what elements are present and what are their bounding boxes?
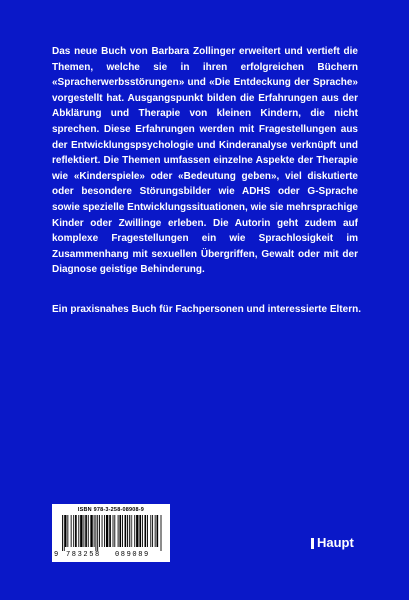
publisher-mark-icon bbox=[311, 538, 314, 549]
book-description: Das neue Buch von Barbara Zollinger erweitert und vertieft die Themen, welche sie in ihren erfolgreichen Büchern «Spracherwerbsstörungen» und «Die Entdeckung der Sprache» vorgestellt hat. Ausgangspunkt bilden die Erfahrungen aus der Abklärung und Therapie von kleinen Kindern, die nicht sprechen. Diese Erfahrungen werden mit Fragestellungen aus der Entwicklungspsychologie und Kinderanalyse verknüpft und reflektiert. Die Themen umfassen einzelne Aspekte der Therapie wie «Kinderspiele» oder «Bedeutung geben», viel diskutierte oder besondere Störungsbilder wie ADHS oder G-Sprache sowie spezielle Entwicklungssituationen, wie sie mehrsprachige Kinder oder Zwillinge erleben. Die Autorin geht zudem auf komplexe Fragestellungen ein wie Sprachlosigkeit im Zusammenhang mit sexuellen Übergriffen, Gewalt oder mit der Diagnose geistige Behinderung. bbox=[52, 46, 358, 276]
barcode-block bbox=[52, 504, 170, 562]
isbn-number: ISBN 978-3-258-08908-9 bbox=[77, 507, 145, 513]
publisher-name: Haupt bbox=[317, 535, 354, 550]
publisher-logo bbox=[311, 535, 354, 551]
book-tagline: Ein praxisnahes Buch für Fachpersonen und interessierte Eltern. bbox=[52, 304, 361, 315]
barcode-left-group: 783258 bbox=[66, 551, 101, 559]
barcode-lead-digit: 9 bbox=[54, 551, 59, 559]
barcode-digits bbox=[52, 551, 170, 561]
barcode-bars bbox=[52, 515, 170, 551]
barcode-right-group: 089089 bbox=[115, 551, 150, 559]
